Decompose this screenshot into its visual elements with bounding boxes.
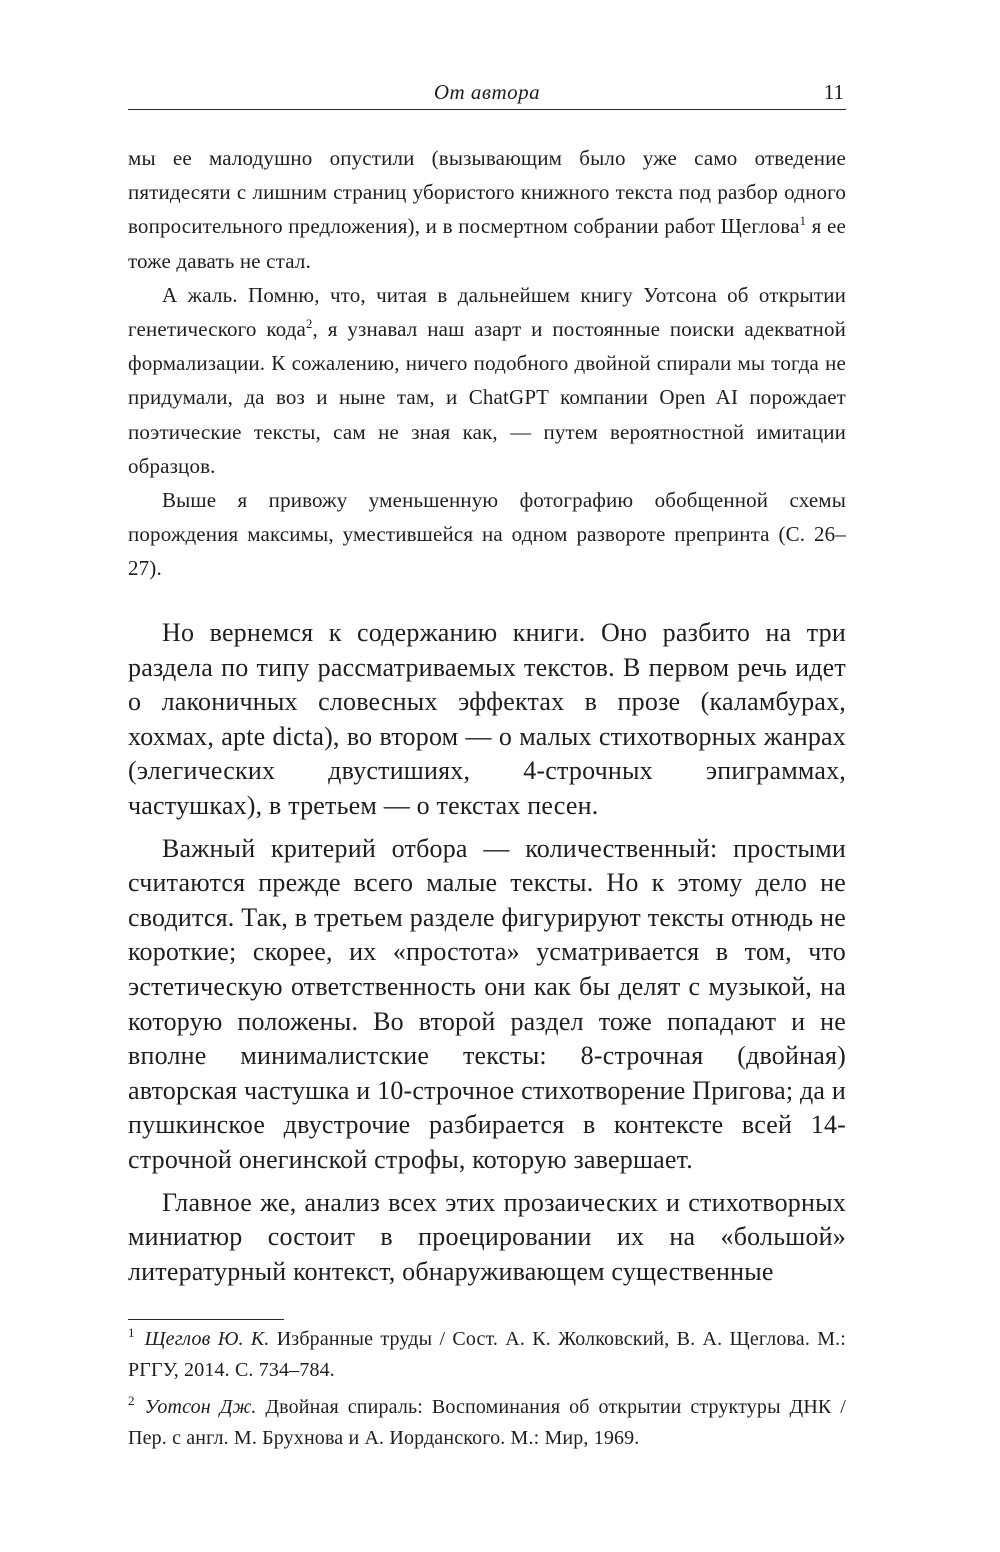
main-paragraph-3: Главное же, анализ всех этих прозаических и стихотворных миниатюр состоит в проецировании их на «большой» литературный контекст, обнаруживающем существенные [128, 1187, 846, 1286]
footnote-1-text: Избранные труды / Сост. А. К. Жолковский, В. А. Щеглова. М.: РГГУ, 2014. С. 734–784. [128, 1328, 846, 1381]
footnote-1 [128, 1324, 846, 1386]
main-paragraph-1: Но вернемся к содержанию книги. Оно разбито на три раздела по типу рассматриваемых текстов. В первом речь идет о лаконичных словесных эффектах в прозе (каламбурах, хохмах, apte dicta), во втором — о малых стихотворных жанрах (элегических двустишиях, 4-строчных эпиграммах, частушках), в третьем — о текстах песен. [128, 618, 846, 820]
footnote-2-text: Двойная спираль: Воспоминания об открытии структуры ДНК / Пер. с англ. М. Брухнова и А. Иорданского. М.: Мир, 1969. [128, 1396, 847, 1449]
footnote-2 [128, 1392, 846, 1454]
running-header [128, 78, 846, 108]
page-number: 11 [823, 80, 844, 104]
footnote-rule [128, 1319, 284, 1320]
footnote-1-author: Щеглов Ю. К. [144, 1328, 270, 1350]
footnote-2-author: Уотсон Дж. [144, 1396, 257, 1418]
small-paragraph-2-tail: , я узнавал наш азарт и постоянные поиски адекватной формализации. К сожалению, ничего подобного двойной спирали мы тогда не придумали, да воз и ныне там, и ChatGPT компании Open AI порождает поэтические тексты, сам не зная как, — путем вероятностной имитации образцов. [128, 317, 846, 478]
main-paragraph-2: Важный критерий отбора — количественный: простыми считаются прежде всего малые тексты. Но к этому дело не сводится. Так, в третьем разделе фигурируют тексты отнюдь не короткие; скорее, их «простота» усматривается в том, что эстетическую ответственность они как бы делят с музыкой, на которую положены. Во второй раздел тоже попадают и не вполне минималистские тексты: 8-строчная (двойная) авторская частушка и 10-строчное стихотворение Пригова; да и пушкинское двустрочие разбирается в контексте всей 14-строчной онегинской строфы, которую завершает. [128, 833, 846, 1174]
main-text-block [128, 616, 846, 1289]
small-paragraph-2-text: А жаль. Помню, что, читая в дальнейшем книгу Уотсона об открытии генетического кода [128, 282, 846, 342]
footnote-1-mark: 1 [128, 1325, 135, 1341]
footnotes [128, 1324, 846, 1454]
small-paragraph-2 [128, 278, 846, 483]
small-paragraph-3: Выше я привожу уменьшенную фотографию обобщенной схемы порождения максимы, уместившейся на одном развороте препринта (С. 26–27). [128, 488, 846, 581]
footnote-ref-2: 2 [306, 317, 313, 332]
header-rule [128, 109, 846, 110]
footnote-2-mark: 2 [128, 1393, 135, 1409]
small-paragraph-1-tail: я ее тоже давать не стал. [128, 214, 846, 273]
running-title: От автора [433, 80, 541, 104]
footnote-ref-1: 1 [799, 214, 807, 229]
small-paragraph-1-text: мы ее малодушно опустили (вызывающим было уже само отведение пятидесяти с лишним страниц убористого книжного текста под разбор одного вопросительного предложения), и в посмертном собрании работ Щеглова [128, 146, 846, 239]
quoted-text-block [128, 141, 846, 586]
small-paragraph-1 [128, 141, 846, 278]
